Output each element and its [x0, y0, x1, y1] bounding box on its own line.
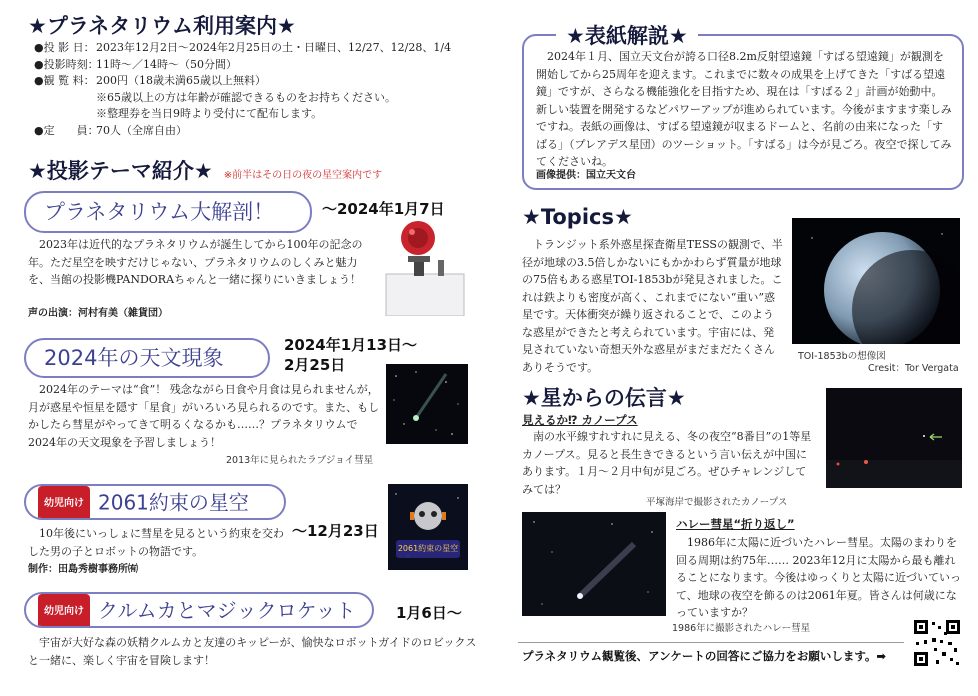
theme-4-date: 1月6日〜	[396, 604, 462, 622]
guide-row	[34, 73, 494, 90]
canopus-heading: 見えるか⁉ カノープス	[522, 413, 638, 427]
canopus-photo	[826, 388, 962, 488]
guide-row-label: ●投 影 日：	[34, 41, 95, 54]
theme-4-text: 宇宙が大好な森の妖精クルムカと友達のキッピーが、愉快なロボットガイドのロビックスと一緒に、楽しく宇宙を冒険します！	[28, 636, 477, 667]
cover-title: ★表紙解説★	[556, 20, 698, 50]
halley-heading: ハレー彗星“折り返し”	[676, 517, 795, 531]
topics-text: トランジット系外惑星探査衛星TESSの観測で、半径が地球の3.5倍しかないにもかかわらず質量が地球の75倍もある惑星TOI-1853bが発見されました。これは鉄よりも密度が高く、これまでにない“重い”惑星です。天体衝突が繰り返されることで、このような惑星ができたと考えられています。宇宙には、発見されていない奇想天外な惑星がまだまだたくさんありそうです。	[522, 238, 783, 374]
guide-row	[34, 123, 494, 140]
themes-note: ※前半はその日の夜の星空案内です	[223, 170, 383, 181]
theme-3-title-pill	[24, 484, 286, 520]
canopus-caption: 平塚海岸で撮影されたカノープス	[646, 497, 788, 508]
guide-row-value: 70人（全席自由）	[96, 123, 187, 137]
theme-4-title: クルムカとマジックロケット	[98, 598, 356, 623]
lovejoy-comet-photo	[386, 364, 468, 444]
theme-3-title: 2061約束の星空	[98, 490, 249, 515]
theme-2-date-end: 2月25日	[284, 356, 346, 374]
survey-qr-code[interactable]	[912, 618, 962, 668]
guide-list	[34, 40, 494, 139]
poster-image	[388, 484, 468, 570]
theme-3-credit: 制作：田島秀樹事務所㈲	[28, 564, 138, 575]
theme-1-text: 2023年は近代的なプラネタリウムが誕生してから100年の記念の年。ただ星空を映すだけじゃない、プラネタリウムのしくみと魅力を、当館の投影機PANDORAちゃんと一緒に探りにいきましょう！	[28, 238, 363, 286]
halley-text: 1986年に太陽に近づいたハレー彗星。太陽のまわりを回る周期は約75年…… 2023年12月に太陽から最も離れることになります。今後はゆっくりと太陽に近づいていって、地球の夜空を飾るのは2061年夏。皆さんは何歳になっていますか？	[676, 536, 962, 619]
theme-1-title: プラネタリウム大解剖！	[24, 191, 312, 233]
theme-3-date: 〜12月23日	[292, 522, 379, 540]
toi-credit: Cresit：Tor Vergata	[868, 363, 959, 374]
theme-2-title: 2024年の天文現象	[24, 338, 270, 378]
theme-3-text: 10年後にいっしょに彗星を見るという約束を交わした男の子とロボットの物語です。	[28, 527, 284, 558]
poster-title: 2061約束の星空	[397, 544, 459, 553]
lovejoy-caption: 2013年に見られたラブジョイ彗星	[226, 455, 374, 466]
theme-4-tag: 幼児向け	[38, 594, 90, 628]
canopus-text: 南の水平線すれすれに見える、冬の夜空“8番目”の1等星カノープス。見ると長生きできるという言い伝えが中国にあります。１月〜２月中旬が見ごろ。ぜひチャレンジしてみては？	[522, 430, 812, 496]
themes-header	[28, 155, 382, 185]
guide-row-label	[34, 90, 96, 107]
pandora-projector-image	[378, 216, 470, 316]
theme-2-text: 2024年のテーマは“食”！ 残念ながら日食や月食は見られませんが，月が惑星や恒星を隠す「星食」がいろいろ見られるのです。また、もしかしたら彗星がやってきて明るくなるかも……？プラネタリウムで2024年の天文現象を予習しましょう！	[28, 383, 380, 449]
theme-1-date: 〜2024年1月7日	[322, 200, 445, 218]
guide-row-value: 11時〜／14時〜（50分間）	[96, 57, 237, 71]
guide-row-value: ※整理券を当日9時より受付にて配布します。	[96, 107, 323, 120]
guide-row-value: 2023年12月2日〜2024年2月25日の土・日曜日、12/27、12/28、1/4	[96, 41, 452, 54]
topics-title: ★Topics★	[522, 205, 633, 229]
guide-title: ★プラネタリウム利用案内★	[28, 14, 296, 38]
survey-rule	[518, 642, 904, 643]
theme-4-title-pill	[24, 592, 374, 628]
halley-photo	[522, 512, 666, 616]
theme-3-tag: 幼児向け	[38, 486, 90, 520]
theme-1-credit: 声の出演：河村有美（雑貨団）	[28, 308, 168, 319]
guide-row-label: ●観 覧 料：	[34, 74, 95, 87]
message-title: ★星からの伝言★	[522, 386, 686, 410]
guide-row-value: ※65歳以上の方は年齢が確認できるものをお持ちください。	[96, 90, 396, 104]
theme-2-date-start: 2024年1月13日〜	[284, 336, 418, 354]
toi-caption: TOI-1853bの想像図	[798, 351, 886, 362]
guide-row-label	[34, 106, 96, 123]
guide-row-label: ●投影時刻：	[34, 57, 99, 71]
cover-text: 2024年１月、国立天文台が誇る口径8.2m反射望遠鏡「すばる望遠鏡」が観測を開始してから25周年を迎えます。これまでに数々の成果を上げてきた「すばる望遠鏡」ですが、さらなる機能強化を目指すため、現在は「すばる２」計画が始動中。新しい装置を開発するなどパワーアップが進められています。今後がますます楽しみですね。表紙の画像は、すばる望遠鏡が収まるドームと、名前の由来になった「すばる」（プレアデス星団）のツーショット。「すばる」は今が見ごろ。夜空で探してみてくださいね。	[536, 50, 952, 168]
guide-row	[34, 57, 494, 74]
guide-row-value: 200円（18歳未満65歳以上無料）	[96, 74, 266, 87]
guide-row	[34, 40, 494, 57]
guide-row-label: ●定 員：	[34, 123, 99, 137]
cover-credit: 画像提供：国立天文台	[536, 170, 636, 181]
survey-text[interactable]: プラネタリウム観覧後、アンケートの回答にご協力をお願いします。➡	[522, 649, 887, 663]
themes-title: ★投影テーマ紹介★	[28, 159, 213, 183]
halley-caption: 1986年に撮影されたハレー彗星	[672, 623, 811, 634]
toi-1853b-image	[792, 218, 960, 344]
guide-row	[34, 90, 494, 107]
guide-row	[34, 106, 494, 123]
guide-rows	[34, 40, 494, 139]
